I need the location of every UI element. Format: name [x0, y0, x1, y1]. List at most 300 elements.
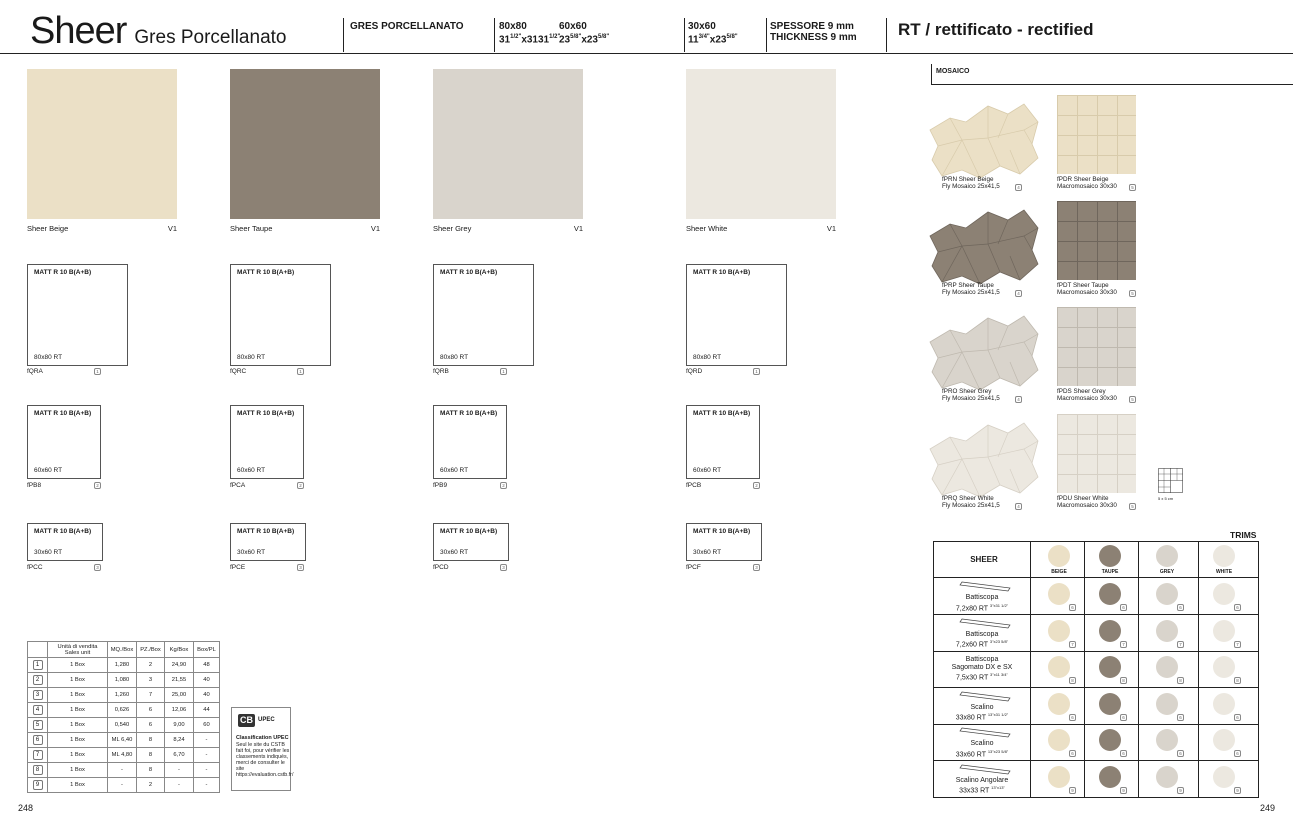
trim-row	[934, 688, 1258, 725]
packing-cell: 21,55	[165, 673, 194, 688]
packing-row	[28, 763, 220, 778]
product-code: fPCB	[686, 482, 702, 489]
packing-cell: 2	[137, 778, 165, 793]
packing-ref: 1	[94, 368, 101, 375]
trim-row	[934, 651, 1258, 688]
tile-swatch	[230, 69, 380, 219]
header-divider	[886, 18, 887, 52]
color-dot	[1048, 545, 1070, 567]
packing-cell: 0,540	[108, 718, 137, 733]
header-divider	[766, 18, 767, 52]
trim-profile-icon	[948, 725, 1018, 739]
fly-mosaic-name: fPRP Sheer Taupe	[942, 282, 994, 289]
packing-cell: 1,260	[108, 688, 137, 703]
finish-label: MATT R 10 B(A+B)	[440, 269, 498, 276]
tile-swatch	[686, 69, 836, 219]
packing-cell: 24,90	[165, 658, 194, 673]
packing-cell: 3	[137, 673, 165, 688]
trim-color-dot	[1156, 729, 1178, 751]
macromosaic-size: Macromosaico 30x30	[1057, 288, 1117, 296]
packing-cell: 7	[137, 688, 165, 703]
packing-cell: 1 Box	[48, 748, 108, 763]
macromosaic-size: Macromosaico 30x30	[1057, 501, 1117, 509]
finish-label: MATT R 10 B(A+B)	[693, 528, 751, 535]
packing-ref: 8	[33, 765, 43, 775]
trim-profile-icon	[948, 616, 1018, 630]
packing-cell: ML 6,40	[108, 733, 137, 748]
packing-ref: 1	[33, 660, 43, 670]
packing-ref: 2	[297, 482, 304, 489]
swatch-code: V1	[370, 224, 380, 233]
product-code: fPB9	[433, 482, 448, 489]
upec-box	[231, 707, 294, 791]
packing-ref: 3	[753, 564, 760, 571]
color-name: BEIGE	[1051, 569, 1067, 575]
trim-color-dot	[1156, 620, 1178, 642]
tile-swatch	[433, 69, 583, 219]
finish-label: MATT R 10 B(A+B)	[34, 410, 92, 417]
trim-color-dot	[1213, 766, 1235, 788]
packing-ref: 3	[33, 690, 43, 700]
trim-color-dot	[1156, 583, 1178, 605]
fly-mosaic-caption	[942, 496, 1000, 509]
trim-color-dot	[1099, 620, 1121, 642]
page-number-left: 248	[18, 803, 34, 813]
packing-ref: 6	[1069, 750, 1076, 757]
packing-ref-cell	[28, 778, 48, 793]
trim-color-dot	[1213, 583, 1235, 605]
trim-color-dot	[1048, 693, 1070, 715]
packing-ref: 3	[297, 564, 304, 571]
trim-size-imperial: 3"x11 3/4"	[990, 672, 1008, 677]
product-box	[433, 523, 509, 561]
macromosaic-image	[1057, 307, 1136, 386]
packing-cell: 40	[194, 688, 220, 703]
swatch-code: V1	[573, 224, 583, 233]
trim-row	[934, 761, 1258, 798]
swatch-name: Sheer Grey	[433, 224, 472, 233]
size-label: 60x60 RT	[693, 467, 722, 474]
packing-cell: 1,280	[108, 658, 137, 673]
packing-cell: -	[165, 763, 194, 778]
trims-series-label: SHEER	[970, 555, 998, 564]
product-code: fQRB	[433, 368, 449, 375]
packing-ref: 5	[1129, 184, 1136, 191]
trim-label	[936, 740, 1028, 758]
color-name: WHITE	[1215, 569, 1233, 575]
packing-ref-cell	[28, 763, 48, 778]
fly-mosaic-image	[928, 312, 1040, 394]
macromosaic-name: fPDU Sheer White	[1057, 495, 1109, 502]
macromosaic-size: Macromosaico 30x30	[1057, 394, 1117, 402]
product-code: fPB8	[27, 482, 42, 489]
packing-cell: 2	[137, 658, 165, 673]
size-label: 80x80 RT	[34, 354, 63, 361]
packing-ref: 9	[1234, 787, 1241, 794]
trim-size-imperial: 3"x31 1/2"	[989, 602, 1009, 608]
packing-cell: -	[194, 748, 220, 763]
product-code: fPCE	[230, 564, 246, 571]
product-box	[27, 523, 103, 561]
packing-ref: 2	[94, 482, 101, 489]
upec-title: Classification UPEC	[236, 735, 289, 741]
trim-size-metric: 7,2x80 RT	[955, 604, 988, 612]
product-code: fPCC	[27, 564, 43, 571]
trims-table	[933, 541, 1259, 798]
packing-row	[28, 703, 220, 718]
grid-icon	[1158, 468, 1183, 493]
trim-color-dot	[1048, 729, 1070, 751]
packing-cell: 44	[194, 703, 220, 718]
packing-ref: 6	[1069, 714, 1076, 721]
trim-color-dot	[1213, 693, 1235, 715]
product-code: fQRA	[27, 368, 43, 375]
fly-mosaic-caption	[942, 283, 1000, 296]
packing-ref: 6	[1234, 750, 1241, 757]
fly-mosaic-image	[928, 100, 1040, 182]
macromosaic-caption	[1057, 496, 1117, 509]
trim-color-dot	[1099, 693, 1121, 715]
swatch-name: Sheer Beige	[27, 224, 69, 233]
packing-ref: 4	[1015, 290, 1022, 297]
fly-mosaic-image	[928, 206, 1040, 288]
product-box	[686, 405, 760, 479]
packing-cell: 1 Box	[48, 718, 108, 733]
trim-color-dot	[1156, 656, 1178, 678]
macromosaic-name: fPDR Sheer Beige	[1057, 176, 1109, 183]
finish-label: MATT R 10 B(A+B)	[34, 269, 92, 276]
packing-cell: 1,080	[108, 673, 137, 688]
packing-row	[28, 778, 220, 793]
trim-color-dot	[1156, 766, 1178, 788]
packing-cell: 60	[194, 718, 220, 733]
trim-size	[936, 671, 1028, 682]
product-box	[686, 264, 787, 366]
packing-ref: 4	[1015, 503, 1022, 510]
finish-label: MATT R 10 B(A+B)	[693, 410, 751, 417]
size-label: 80x80 RT	[693, 354, 722, 361]
packing-cell: 8	[137, 733, 165, 748]
finish-label: MATT R 10 B(A+B)	[237, 269, 295, 276]
product-box	[433, 405, 507, 479]
packing-header: Unità di vendita Sales unit	[48, 642, 108, 658]
packing-row	[28, 688, 220, 703]
mosaico-divider	[931, 84, 1293, 85]
product-box	[433, 264, 534, 366]
size-label: 60x60 RT	[440, 467, 469, 474]
packing-cell: 1 Box	[48, 733, 108, 748]
macromosaic-caption	[1057, 389, 1117, 402]
packing-cell: 9,00	[165, 718, 194, 733]
trim-name: Scalino	[970, 740, 994, 747]
size-80x80: 80x80 $31^{1/2"}x3131^{1/2"}$	[499, 21, 561, 46]
packing-ref: 6	[1120, 750, 1127, 757]
trim-size-metric: 7,5x30 RT	[956, 674, 989, 682]
trim-color-dot	[1048, 583, 1070, 605]
packing-ref: 4	[1015, 396, 1022, 403]
trim-row	[934, 578, 1258, 615]
trim-color-dot	[1213, 620, 1235, 642]
trim-color-dot	[1048, 620, 1070, 642]
product-box	[686, 523, 762, 561]
trim-profile-icon	[948, 762, 1018, 776]
packing-ref: 2	[753, 482, 760, 489]
packing-ref-cell	[28, 748, 48, 763]
fly-mosaic-size: Fly Mosaico 25x41,5	[942, 394, 1000, 402]
packing-cell: 6	[137, 703, 165, 718]
brand-subtitle: Gres Porcellanato	[134, 27, 287, 48]
trim-name: Scalino	[970, 703, 994, 711]
trim-color-dot	[1213, 729, 1235, 751]
swatch-code: V1	[167, 224, 177, 233]
packing-cell: 1 Box	[48, 778, 108, 793]
trim-label	[936, 704, 1028, 722]
trim-color-dot	[1048, 766, 1070, 788]
trim-size-metric: 7,2x60 RT	[955, 641, 988, 649]
trim-size-imperial: 3"x23 5/8"	[989, 639, 1009, 644]
packing-cell: 48	[194, 658, 220, 673]
finish-label: MATT R 10 B(A+B)	[237, 410, 295, 417]
trim-color-dot	[1156, 693, 1178, 715]
packing-ref: 3	[500, 564, 507, 571]
trim-label	[936, 777, 1028, 795]
trim-label	[936, 594, 1028, 612]
product-box	[27, 405, 101, 479]
swatch-name: Sheer Taupe	[230, 224, 273, 233]
packing-row	[28, 658, 220, 673]
tile-swatch	[27, 69, 177, 219]
product-box	[230, 405, 304, 479]
packing-cell: -	[108, 763, 137, 778]
packing-ref: 3	[94, 564, 101, 571]
size-label: 30x60 RT	[237, 549, 266, 556]
packing-ref: 6	[1120, 604, 1127, 611]
packing-cell: 25,00	[165, 688, 194, 703]
packing-ref: 9	[1177, 787, 1184, 794]
packing-ref: 1	[753, 368, 760, 375]
packing-ref: 8	[1234, 677, 1241, 684]
fly-mosaic-size: Fly Mosaico 25x41,5	[942, 288, 1000, 296]
packing-ref: 1	[297, 368, 304, 375]
brand-title: Sheer	[30, 10, 127, 52]
packing-cell: 8,24	[165, 733, 194, 748]
packing-ref: 5	[33, 720, 43, 730]
packing-header: Kg/Box	[165, 642, 194, 658]
color-dot	[1099, 545, 1121, 567]
packing-cell: 12,06	[165, 703, 194, 718]
trim-size	[936, 784, 1028, 795]
macromosaic-image	[1057, 414, 1136, 493]
packing-cell: 8	[137, 763, 165, 778]
macromosaic-caption	[1057, 177, 1117, 190]
material-label: GRES PORCELLANATO	[350, 21, 464, 32]
trim-size-imperial: 13"x31 1/2"	[987, 712, 1009, 717]
packing-row	[28, 733, 220, 748]
trim-color-dot	[1099, 729, 1121, 751]
size-label: 80x80 RT	[440, 354, 469, 361]
trim-color-dot	[1099, 656, 1121, 678]
packing-ref: 5	[1129, 290, 1136, 297]
mosaico-title: MOSAICO	[936, 68, 970, 75]
trim-label	[936, 631, 1028, 649]
color-dot	[1213, 545, 1235, 567]
packing-ref: 6	[1069, 604, 1076, 611]
size-60x60: 60x60 $23^{5/8"}x23^{5/8"}$	[559, 21, 610, 46]
packing-ref: 1	[500, 368, 507, 375]
header-divider	[343, 18, 344, 52]
packing-ref-cell	[28, 733, 48, 748]
packing-ref: 5	[1129, 503, 1136, 510]
size-label: 80x80 RT	[237, 354, 266, 361]
packing-ref: 8	[1069, 677, 1076, 684]
product-code: fQRD	[686, 368, 703, 375]
packing-cell: 1 Box	[48, 673, 108, 688]
brand	[30, 10, 286, 53]
packing-ref-cell	[28, 703, 48, 718]
packing-ref-cell	[28, 673, 48, 688]
packing-cell: 0,626	[108, 703, 137, 718]
packing-ref: 4	[1015, 184, 1022, 191]
upec-text: Seul le site du CSTB fait foi, pour vérifier les classements indiqués, merci de consulter le site https://evaluation.cstb.fr/	[236, 742, 294, 778]
trim-size-metric: 33x33 RT	[959, 787, 990, 795]
packing-cell: 6	[137, 718, 165, 733]
packing-ref: 9	[1120, 787, 1127, 794]
packing-ref: 7	[33, 750, 43, 760]
packing-ref: 6	[1120, 714, 1127, 721]
product-box	[27, 264, 128, 366]
fly-mosaic-caption	[942, 389, 1000, 402]
packing-cell: 40	[194, 673, 220, 688]
finish-label: MATT R 10 B(A+B)	[34, 528, 92, 535]
packing-ref: 6	[1177, 750, 1184, 757]
packing-ref: 6	[33, 735, 43, 745]
packing-cell: -	[194, 778, 220, 793]
fly-mosaic-name: fPRQ Sheer White	[942, 495, 994, 502]
fly-mosaic-name: fPRO Sheer Grey	[942, 388, 992, 395]
fly-mosaic-image	[928, 419, 1040, 501]
product-code: fPCF	[686, 564, 701, 571]
trims-title: TRIMS	[1230, 530, 1257, 540]
trim-color-dot	[1099, 583, 1121, 605]
packing-cell: -	[165, 778, 194, 793]
packing-ref: 5	[1129, 396, 1136, 403]
trim-color-dot	[1048, 656, 1070, 678]
macromosaic-name: fPDS Sheer Grey	[1057, 388, 1106, 395]
product-code: fPCD	[433, 564, 449, 571]
thickness: SPESSORE 9 mm THICKNESS 9 mm	[770, 21, 857, 43]
packing-ref: 6	[1177, 714, 1184, 721]
packing-header-row	[28, 642, 220, 658]
trim-name: Battiscopa	[965, 594, 999, 601]
trim-size	[936, 602, 1028, 613]
packing-ref: 8	[1177, 677, 1184, 684]
swatch-name: Sheer White	[686, 224, 728, 233]
trim-profile-icon	[948, 689, 1018, 703]
trim-name: Battiscopa	[965, 656, 999, 663]
trim-color-dot	[1213, 656, 1235, 678]
packing-cell: -	[108, 778, 137, 793]
packing-cell: 1 Box	[48, 703, 108, 718]
header-divider	[494, 18, 495, 52]
fly-mosaic-size: Fly Mosaico 25x41,5	[942, 501, 1000, 509]
page-header	[0, 0, 1293, 54]
finish-label: MATT R 10 B(A+B)	[237, 528, 295, 535]
packing-ref-cell	[28, 688, 48, 703]
packing-ref: 7	[1234, 641, 1241, 648]
packing-ref: 2	[33, 675, 43, 685]
packing-header: Box/PL	[194, 642, 220, 658]
packing-ref: 9	[33, 780, 43, 790]
upec-name: UPEC	[258, 717, 275, 723]
packing-row	[28, 748, 220, 763]
finish-label: MATT R 10 B(A+B)	[693, 269, 751, 276]
trims-header	[934, 542, 1258, 578]
packing-ref: 9	[1069, 787, 1076, 794]
packing-row	[28, 673, 220, 688]
packing-ref: 7	[1177, 641, 1184, 648]
size-label: 60x60 RT	[237, 467, 266, 474]
finish-label: MATT R 10 B(A+B)	[440, 410, 498, 417]
trim-label	[936, 656, 1028, 682]
trim-size	[936, 748, 1028, 759]
trim-name: Scalino Angolare	[955, 776, 1009, 784]
size-30x60: 30x60 $11^{3/4"}x23^{5/8"}$	[688, 21, 738, 46]
size-label: 30x60 RT	[34, 549, 63, 556]
page-number-right: 249	[1260, 803, 1276, 813]
packing-header: MQ./Box	[108, 642, 137, 658]
packing-cell: 1 Box	[48, 763, 108, 778]
size-label: 30x60 RT	[440, 549, 469, 556]
packing-ref: 6	[1234, 714, 1241, 721]
trim-size	[936, 638, 1028, 649]
trim-size-imperial: 13"x13"	[991, 785, 1005, 790]
product-code: fQRC	[230, 368, 247, 375]
size-label: 30x60 RT	[693, 549, 722, 556]
packing-cell: 8	[137, 748, 165, 763]
rectified-label: RT / rettificato - rectified	[898, 20, 1094, 39]
size-label: 60x60 RT	[34, 467, 63, 474]
macromosaic-name: fPDT Sheer Taupe	[1057, 282, 1109, 289]
macromosaic-size: Macromosaico 30x30	[1057, 182, 1117, 190]
product-box	[230, 264, 331, 366]
trim-size	[936, 711, 1028, 722]
packing-ref: 7	[1120, 641, 1127, 648]
fly-mosaic-name: fPRN Sheer Beige	[942, 176, 994, 183]
packing-ref: 8	[1120, 677, 1127, 684]
packing-cell: -	[194, 763, 220, 778]
packing-header: PZ./Box	[137, 642, 165, 658]
packing-ref: 4	[33, 705, 43, 715]
color-name: TAUPE	[1101, 569, 1119, 575]
trim-name: Battiscopa	[965, 630, 999, 638]
grid-caption: 5 x 5 cm	[1158, 496, 1174, 501]
trim-color-dot	[1099, 766, 1121, 788]
packing-cell: ML 4,80	[108, 748, 137, 763]
finish-label: MATT R 10 B(A+B)	[440, 528, 498, 535]
packing-cell: -	[194, 733, 220, 748]
mosaico-divider	[931, 64, 932, 84]
color-dot	[1156, 545, 1178, 567]
swatch-code: V1	[826, 224, 836, 233]
packing-ref: 2	[500, 482, 507, 489]
product-code: fPCA	[230, 482, 246, 489]
trim-row	[934, 615, 1258, 652]
macromosaic-image	[1057, 95, 1136, 174]
trim-name-sub: Sagomato DX e SX	[951, 663, 1013, 671]
packing-cell: 1 Box	[48, 688, 108, 703]
macromosaic-caption	[1057, 283, 1117, 296]
packing-ref-cell	[28, 658, 48, 673]
